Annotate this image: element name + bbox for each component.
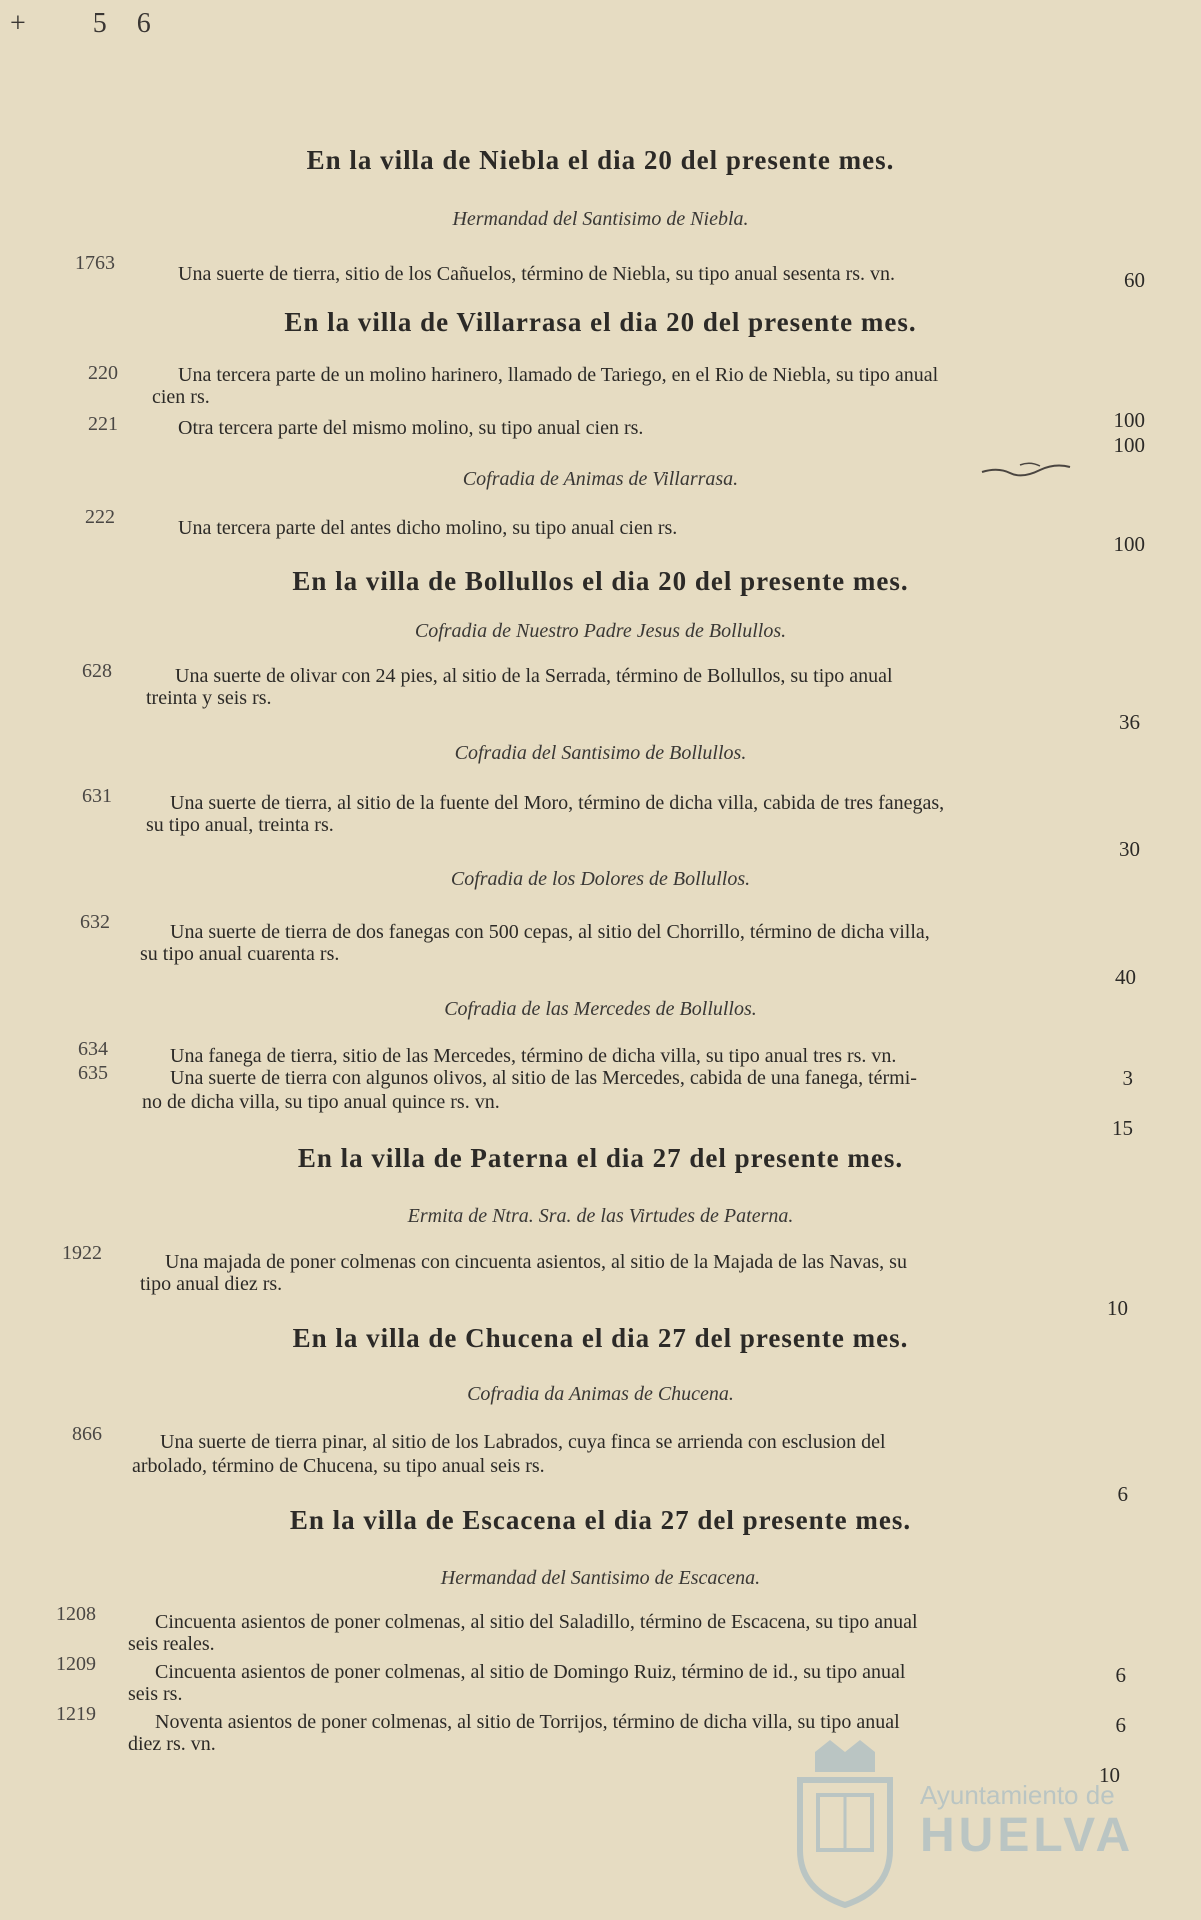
entry-number: 634 <box>78 1038 108 1060</box>
watermark-line2: HUELVA <box>920 1809 1135 1862</box>
entry-text-cont: arbolado, término de Chucena, su tipo anual seis rs. <box>132 1455 545 1477</box>
entry-number: 632 <box>80 911 110 933</box>
brotherhood-heading: Hermandad del Santisimo de Escacena. <box>440 1567 761 1589</box>
corner-mark: + 56 <box>10 8 181 39</box>
entry-text: Una suerte de tierra pinar, al sitio de los Labrados, cuya finca se arrienda con esclusion del <box>160 1431 886 1453</box>
entry-text: Cincuenta asientos de poner colmenas, al sitio de Domingo Ruiz, término de id., su tipo anual <box>155 1661 906 1683</box>
entry-text: Otra tercera parte del mismo molino, su tipo anual cien rs. <box>178 417 644 439</box>
section-title: En la villa de Villarrasa el dia 20 del presente mes. <box>284 307 917 337</box>
entry-text-cont: su tipo anual, treinta rs. <box>146 814 334 836</box>
entry-value: 100 <box>1113 433 1145 457</box>
ayuntamiento-watermark <box>780 1740 1201 1910</box>
entry-text: Una fanega de tierra, sitio de las Mercedes, término de dicha villa, su tipo anual tres rs. vn. <box>170 1045 897 1067</box>
entry-number: 221 <box>88 413 118 435</box>
entry-text: Cincuenta asientos de poner colmenas, al sitio del Saladillo, término de Escacena, su tipo anual <box>155 1611 918 1633</box>
entry-text-cont: diez rs. vn. <box>128 1733 216 1755</box>
section-title: En la villa de Chucena el dia 27 del presente mes. <box>292 1323 909 1353</box>
entry-value: 30 <box>1119 837 1140 861</box>
entry-number: 866 <box>72 1423 102 1445</box>
entry-text: Noventa asientos de poner colmenas, al sitio de Torrijos, término de dicha villa, su tipo anual <box>155 1711 900 1733</box>
entry-value: 36 <box>1119 710 1140 734</box>
entry-text-cont: no de dicha villa, su tipo anual quince rs. vn. <box>142 1091 500 1113</box>
brotherhood-heading: Hermandad del Santisimo de Niebla. <box>452 208 749 230</box>
entry-number: 1208 <box>56 1603 96 1625</box>
entry-text: Una suerte de tierra, sitio de los Cañuelos, término de Niebla, su tipo anual sesenta rs. vn. <box>178 263 896 285</box>
entry-value: 6 <box>1115 1713 1126 1737</box>
entry-value: 6 <box>1115 1663 1126 1687</box>
section-title: En la villa de Escacena el dia 27 del presente mes. <box>289 1505 912 1535</box>
entry-value: 10 <box>1099 1763 1120 1787</box>
brotherhood-heading: Cofradia de las Mercedes de Bollullos. <box>444 998 757 1020</box>
entry-value: 40 <box>1115 965 1136 989</box>
entry-text-cont: cien rs. <box>152 386 210 408</box>
brotherhood-heading: Cofradia da Animas de Chucena. <box>467 1383 734 1405</box>
entry-number: 222 <box>85 506 115 528</box>
entry-text: Una tercera parte de un molino harinero, llamado de Tariego, en el Rio de Niebla, su tipo anual <box>178 364 939 386</box>
entry-number: 1209 <box>56 1653 96 1675</box>
entry-number: 1219 <box>56 1703 96 1725</box>
entry-value: 3 <box>1122 1066 1133 1090</box>
entry-value: 100 <box>1113 532 1145 556</box>
entry-number: 635 <box>78 1062 108 1084</box>
section-title: En la villa de Paterna el dia 27 del presente mes. <box>297 1143 904 1173</box>
entry-number: 1922 <box>62 1242 102 1264</box>
entry-text: Una suerte de olivar con 24 pies, al sitio de la Serrada, término de Bollullos, su tipo anual <box>175 665 893 687</box>
entry-value: 6 <box>1117 1482 1128 1506</box>
entry-text-cont: treinta y seis rs. <box>146 687 272 709</box>
entry-number: 631 <box>82 785 112 807</box>
entry-text: Una tercera parte del antes dicho molino, su tipo anual cien rs. <box>178 517 678 539</box>
section-title: En la villa de Bollullos el dia 20 del presente mes. <box>292 566 909 596</box>
entry-text-cont: seis rs. <box>128 1683 183 1705</box>
entry-value: 10 <box>1107 1296 1128 1320</box>
entry-value: 100 <box>1113 408 1145 432</box>
coat-of-arms-icon <box>780 1740 910 1910</box>
section-title: En la villa de Niebla el dia 20 del presente mes. <box>306 145 895 175</box>
entry-number: 220 <box>88 362 118 384</box>
entry-text: Una suerte de tierra con algunos olivos, al sitio de las Mercedes, cabida de una fanega, térmi- <box>170 1067 917 1089</box>
brotherhood-heading: Cofradia de Nuestro Padre Jesus de Bollullos. <box>414 620 787 642</box>
brotherhood-heading: Cofradia del Santisimo de Bollullos. <box>454 742 747 764</box>
entry-text: Una suerte de tierra, al sitio de la fuente del Moro, término de dicha villa, cabida de tres fanegas, <box>170 792 945 814</box>
entry-text: Una majada de poner colmenas con cincuenta asientos, al sitio de la Majada de las Navas, su <box>165 1251 907 1273</box>
brotherhood-heading: Cofradia de los Dolores de Bollullos. <box>450 868 751 890</box>
brotherhood-heading: Cofradia de Animas de Villarrasa. <box>462 468 739 490</box>
entry-number: 1763 <box>75 252 115 274</box>
entry-text-cont: tipo anual diez rs. <box>140 1273 283 1295</box>
watermark-line1: Ayuntamiento de <box>920 1780 1115 1810</box>
entry-value: 60 <box>1124 268 1145 292</box>
entry-value: 15 <box>1112 1116 1133 1140</box>
entry-number: 628 <box>82 660 112 682</box>
entry-text-cont: seis reales. <box>128 1633 215 1655</box>
entry-text: Una suerte de tierra de dos fanegas con 500 cepas, al sitio del Chorrillo, término de dicha villa, <box>170 921 930 943</box>
entry-text-cont: su tipo anual cuarenta rs. <box>140 943 340 965</box>
brotherhood-heading: Ermita de Ntra. Sra. de las Virtudes de Paterna. <box>407 1205 794 1227</box>
